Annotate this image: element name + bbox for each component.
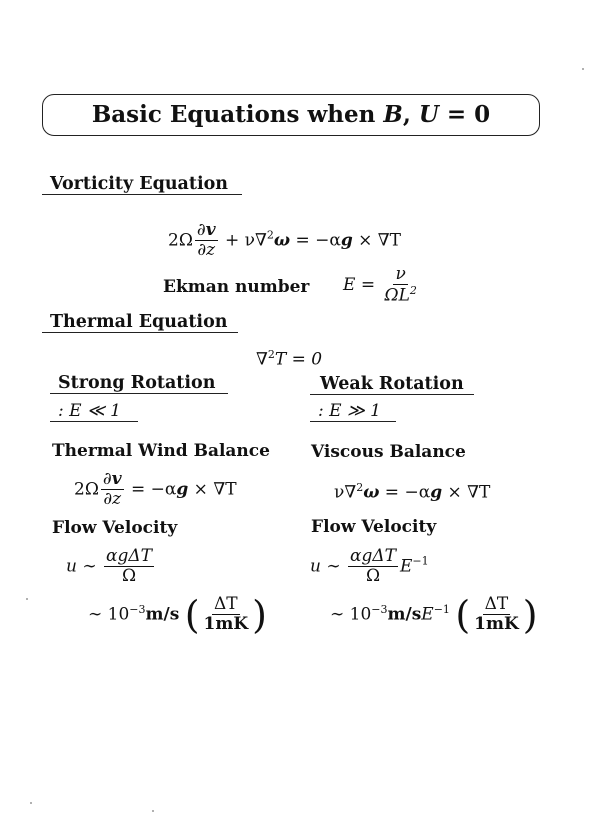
left-sim-1: ∼: [82, 556, 97, 577]
vorticity-heading: [42, 174, 242, 195]
thermal-lhs: ∇: [256, 349, 268, 370]
tw-g: g: [176, 479, 189, 500]
right-unit: m/s: [387, 604, 422, 625]
right-paren-den: 1mK: [474, 614, 519, 635]
vort-derivative: $\frac{\partial v}{\partial z}$: [196, 220, 216, 260]
ekman-den-sq: 2: [409, 283, 417, 297]
strong-rotation-heading: [50, 373, 228, 394]
right-paren-num: ΔT: [484, 594, 509, 615]
ekman-row: [163, 266, 310, 297]
scan-speck: [30, 802, 32, 804]
ekman-equation: [343, 266, 421, 305]
viscous-balance-label: Viscous Balance: [311, 442, 466, 462]
left-scale: 10: [107, 604, 130, 625]
right-paren-open: (: [455, 593, 471, 637]
right-sim-1: ∼: [326, 556, 341, 577]
tw-rest1: = −α: [125, 479, 177, 500]
left-flow-velocity-label: Flow Velocity: [52, 518, 178, 538]
tw-rest2: × ∇T: [188, 479, 237, 500]
right-frac-num: αgΔT: [350, 546, 396, 566]
left-paren-den: 1mK: [203, 614, 249, 635]
left-paren-num: ΔT: [214, 594, 238, 615]
right-u: u: [310, 556, 321, 577]
vb-sq: 2: [356, 481, 364, 494]
left-u: u: [66, 556, 77, 577]
right-flow-velocity-label: Flow Velocity: [311, 517, 437, 537]
left-velocity-frac: [104, 548, 154, 586]
vort-omega: ω: [273, 230, 291, 251]
scan-speck: [26, 598, 28, 600]
right-paren-frac: [472, 596, 521, 634]
ekman-frac: [382, 266, 418, 305]
right-scale: 10: [349, 604, 372, 625]
vb-rest1: = −α: [379, 482, 431, 503]
right-paren-close: ): [522, 593, 538, 637]
thermal-equation: [256, 348, 322, 370]
vort-rest3: × ∇T: [352, 230, 401, 251]
left-flow-equation-1: [66, 548, 156, 586]
weak-rotation-heading: [310, 374, 474, 395]
vort-rest2: = −α: [290, 230, 341, 251]
vb-rest2: × ∇T: [442, 482, 491, 503]
right-frac-den: Ω: [365, 565, 381, 586]
tw-coef: 2Ω: [74, 479, 99, 500]
vb-g: g: [430, 482, 443, 503]
right-e-inv-exp: −1: [412, 554, 429, 568]
vort-coef: 2Ω: [168, 230, 193, 251]
vort-sq: 2: [266, 228, 274, 242]
right-velocity-frac: [348, 548, 398, 586]
ekman-num: ν: [395, 264, 406, 284]
thermal-heading-text: Thermal Equation: [50, 312, 228, 332]
vorticity-equation: [168, 222, 401, 260]
left-unit: m/s: [145, 604, 180, 625]
left-frac-den: Ω: [121, 565, 137, 586]
scan-speck: [152, 810, 154, 812]
left-frac-num: αgΔT: [106, 546, 152, 566]
slide-title: [42, 94, 540, 136]
ekman-label: Ekman number: [163, 277, 310, 297]
ekman-lhs: E =: [343, 275, 381, 296]
left-flow-equation-2: [88, 593, 267, 637]
tw-den: ∂z: [103, 488, 122, 509]
thermal-rhs: T = 0: [274, 349, 323, 370]
vort-rest1: + ν∇: [219, 230, 267, 251]
strong-condition-text: : E ≪ 1: [58, 401, 121, 421]
right-sim-2: ∼: [330, 604, 345, 625]
right-flow-equation-2: [330, 593, 538, 637]
ekman-den: ΩL: [384, 285, 410, 306]
title-text: Basic Equations when: [91, 101, 384, 128]
right-unit-e-exp: −1: [433, 602, 450, 616]
title-suffix: = 0: [438, 101, 491, 128]
right-flow-equation-1: [310, 548, 429, 586]
thermal-heading: [42, 312, 238, 333]
strong-rotation-text: Strong Rotation: [58, 373, 216, 393]
strong-condition: [50, 401, 138, 422]
left-paren-frac: [202, 596, 251, 634]
left-paren-close: ): [252, 593, 267, 637]
thermal-wind-balance-label: Thermal Wind Balance: [52, 441, 270, 461]
vb-omega: ω: [363, 482, 380, 503]
viscous-equation: [334, 481, 490, 503]
right-scale-exp: −3: [371, 602, 388, 616]
weak-rotation-text: Weak Rotation: [320, 374, 464, 394]
thermal-sq: 2: [267, 348, 275, 361]
tw-derivative: $\frac{\partial v}{\partial z}$: [102, 469, 122, 509]
vorticity-heading-text: Vorticity Equation: [50, 174, 229, 194]
title-comma: ,: [402, 101, 419, 128]
left-scale-exp: −3: [129, 602, 146, 616]
weak-condition-text: : E ≫ 1: [318, 401, 381, 421]
title-var-u: U: [418, 101, 439, 128]
weak-condition: [310, 401, 396, 422]
left-paren-open: (: [184, 593, 200, 637]
vort-g: g: [340, 230, 353, 251]
left-sim-2: ∼: [88, 604, 103, 625]
right-unit-e: E: [421, 604, 434, 625]
right-e-inv: E: [400, 556, 413, 577]
thermal-wind-equation: [74, 471, 237, 509]
vort-den: ∂z: [197, 239, 216, 260]
scan-speck: [582, 68, 584, 70]
title-var-b: B: [383, 101, 403, 128]
vb-eq1: ν∇: [334, 482, 357, 503]
